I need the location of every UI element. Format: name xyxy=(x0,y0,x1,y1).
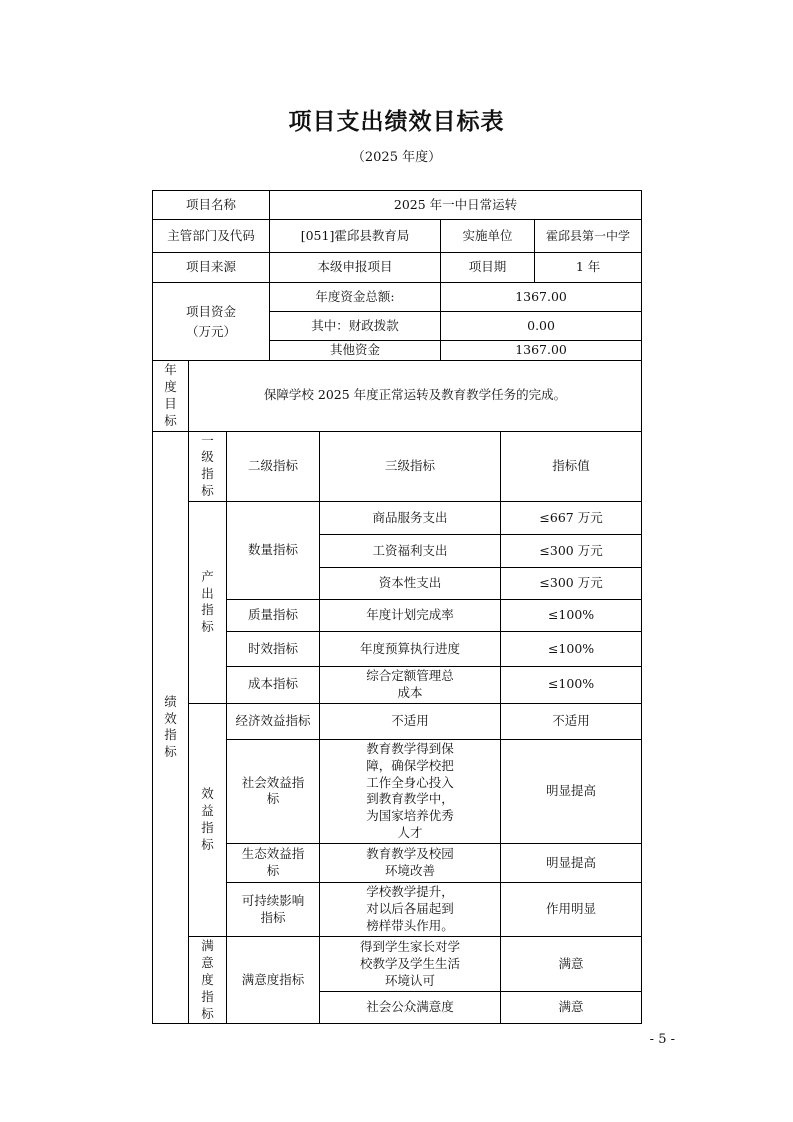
department-value: [051]霍邱县教育局 xyxy=(270,220,441,253)
funds-label xyxy=(153,283,270,361)
funds-total-value: 1367.00 xyxy=(441,283,642,312)
row-annual-goal xyxy=(153,361,642,432)
page-subtitle: （2025 年度） xyxy=(351,150,442,165)
social-name xyxy=(320,739,501,843)
row-ecological xyxy=(153,844,642,883)
row-quality xyxy=(153,600,642,632)
source-label: 项目来源 xyxy=(153,253,270,283)
eco-value: 明显提高 xyxy=(501,844,642,883)
row-social xyxy=(153,739,642,843)
funds-fiscal-label: 其中：财政拨款 xyxy=(270,312,441,341)
social-label xyxy=(227,739,320,843)
page-number: - 5 - xyxy=(649,1032,675,1047)
header-value: 指标值 xyxy=(501,431,642,502)
row-source xyxy=(153,253,642,283)
satisfaction-sub-label: 满意度指标 xyxy=(227,937,320,1024)
source-value: 本级申报项目 xyxy=(270,253,441,283)
indicators-label xyxy=(153,431,189,1024)
satisfaction-label-text: 满意度指标 xyxy=(201,938,214,1021)
department-label: 主管部门及代码 xyxy=(153,220,270,253)
implementing-unit-value: 霍邱县第一中学 xyxy=(535,220,642,253)
quantity-item-value: ≤667 万元 xyxy=(501,502,642,535)
sustain-label xyxy=(227,883,320,937)
time-name-text: 年度预算执行进度 xyxy=(360,640,461,656)
quality-label: 质量指标 xyxy=(227,600,320,632)
output-label xyxy=(189,502,227,704)
header-level2: 二级指标 xyxy=(227,431,320,502)
benefit-label xyxy=(189,703,227,936)
quantity-item-name: 资本性支出 xyxy=(320,568,501,600)
benefit-label-text: 效益指标 xyxy=(201,786,214,852)
sustain-name-text: 学校教学提升，对以后各届起到榜样带头作用。 xyxy=(366,884,454,933)
row-satisfaction-1 xyxy=(153,937,642,992)
quality-value: ≤100% xyxy=(501,600,642,632)
satisfaction-item-name-text: 得到学生家长对学校教学及学生生活环境认可 xyxy=(360,938,461,988)
row-indicator-header xyxy=(153,431,642,502)
implementing-unit-label: 实施单位 xyxy=(441,220,535,253)
header-level1 xyxy=(189,431,227,502)
row-project-name xyxy=(153,191,642,220)
eco-name-text: 教育教学及校园环境改善 xyxy=(366,846,454,878)
annual-goal-label-text: 年度目标 xyxy=(164,362,177,428)
sustain-value: 作用明显 xyxy=(501,883,642,937)
satisfaction-item-value: 满意 xyxy=(501,937,642,992)
social-name-text: 教育教学得到保障，确保学校把工作全身心投入到教育教学中，为国家培养优秀人才 xyxy=(366,740,454,841)
eco-name xyxy=(320,844,501,883)
funds-other-label: 其他资金 xyxy=(270,341,441,361)
sustain-label-text: 可持续影响指标 xyxy=(241,892,305,925)
header-level1-text: 一级指标 xyxy=(201,432,214,499)
row-quantity-1 xyxy=(153,502,642,535)
funds-fiscal-value: 0.00 xyxy=(441,312,642,341)
eco-label xyxy=(227,844,320,883)
project-name-label: 项目名称 xyxy=(153,191,270,220)
quantity-item-value: ≤300 万元 xyxy=(501,568,642,600)
period-label: 项目期 xyxy=(441,253,535,283)
annual-goal-label xyxy=(153,361,189,432)
social-label-text: 社会效益指标 xyxy=(241,774,305,807)
eco-label-text: 生态效益指标 xyxy=(241,846,305,878)
funds-total-label: 年度资金总额: xyxy=(270,283,441,312)
cost-value: ≤100% xyxy=(501,667,642,704)
page-title: 项目支出绩效目标表 xyxy=(288,109,505,135)
cost-name xyxy=(320,667,501,704)
time-value: ≤100% xyxy=(501,632,642,667)
economic-name: 不适用 xyxy=(320,703,501,739)
indicators-label-text: 绩效指标 xyxy=(164,693,177,760)
period-value: 1 年 xyxy=(535,253,642,283)
row-economic xyxy=(153,703,642,739)
cost-name-text: 综合定额管理总成本 xyxy=(366,668,454,700)
performance-goal-table xyxy=(152,190,642,1024)
quantity-item-name: 工资福利支出 xyxy=(320,535,501,568)
output-label-text: 产出指标 xyxy=(201,568,214,635)
row-time xyxy=(153,632,642,667)
funds-other-value: 1367.00 xyxy=(441,341,642,361)
satisfaction-label xyxy=(189,937,227,1024)
cost-label: 成本指标 xyxy=(227,667,320,704)
sustain-name xyxy=(320,883,501,937)
satisfaction-item-value: 满意 xyxy=(501,992,642,1024)
quantity-item-name: 商品服务支出 xyxy=(320,502,501,535)
funds-label-text: 项目资金（万元） xyxy=(185,303,236,339)
satisfaction-item-name xyxy=(320,937,501,992)
row-department xyxy=(153,220,642,253)
economic-label xyxy=(227,703,320,739)
social-value: 明显提高 xyxy=(501,739,642,843)
economic-value: 不适用 xyxy=(501,703,642,739)
economic-label-text: 经济效益指标 xyxy=(235,712,311,728)
row-cost xyxy=(153,667,642,704)
annual-goal-text: 保障学校 2025 年度正常运转及教育教学任务的完成。 xyxy=(189,361,642,432)
row-sustain xyxy=(153,883,642,937)
time-label: 时效指标 xyxy=(227,632,320,667)
quality-name: 年度计划完成率 xyxy=(320,600,501,632)
time-name xyxy=(320,632,501,667)
row-funds-total xyxy=(153,283,642,312)
quantity-item-value: ≤300 万元 xyxy=(501,535,642,568)
satisfaction-item-name: 社会公众满意度 xyxy=(320,992,501,1024)
quantity-label: 数量指标 xyxy=(227,502,320,600)
project-name-value: 2025 年一中日常运转 xyxy=(270,191,642,220)
header-level3: 三级指标 xyxy=(320,431,501,502)
